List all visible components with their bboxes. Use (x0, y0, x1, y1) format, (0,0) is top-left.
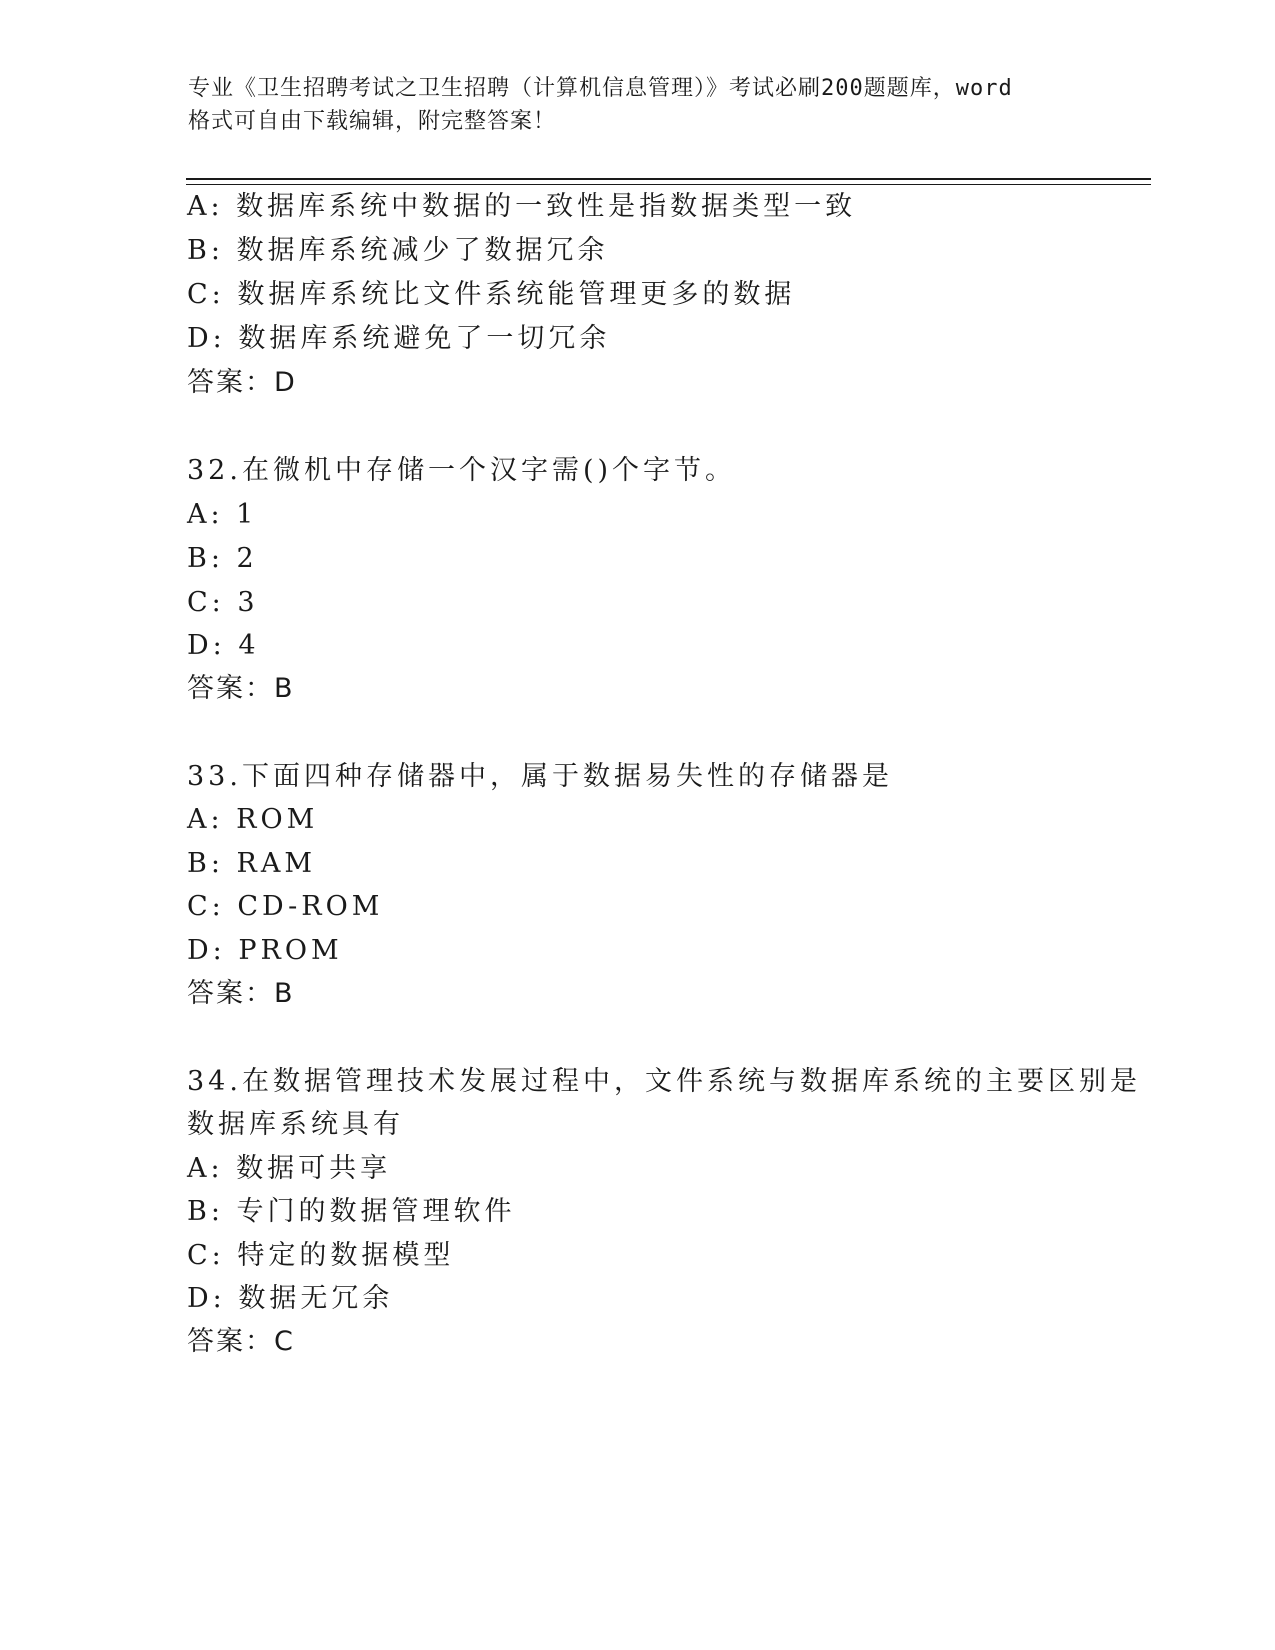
answer: 答案：D (187, 367, 297, 398)
answer: 答案：B (187, 978, 295, 1009)
question-stem-line-1: 34.在数据管理技术发展过程中，文件系统与数据库系统的主要区别是 (187, 1066, 1141, 1097)
answer: 答案：C (187, 1326, 295, 1357)
option-b: B: 2 (187, 543, 258, 574)
option-d: D: PROM (187, 935, 343, 966)
option-c: C: CD-ROM (187, 891, 384, 922)
option-a: A: 1 (187, 499, 258, 530)
option-c: C: 3 (187, 587, 259, 618)
answer: 答案：B (187, 673, 295, 704)
option-d: D: 数据无冗余 (187, 1283, 394, 1314)
option-b: B: 专门的数据管理软件 (187, 1196, 516, 1227)
header-title-line-2: 格式可自由下载编辑，附完整答案！ (188, 109, 557, 134)
header-title-line-1: 专业《卫生招聘考试之卫生招聘（计算机信息管理）》考试必刷200题题库，word (188, 76, 1013, 101)
option-a: A: 数据可共享 (187, 1153, 392, 1184)
option-a: A: 数据库系统中数据的一致性是指数据类型一致 (187, 191, 857, 222)
option-b: B: RAM (187, 848, 316, 879)
question-stem: 33.下面四种存储器中，属于数据易失性的存储器是 (187, 761, 893, 792)
option-d: D: 数据库系统避免了一切冗余 (187, 323, 611, 354)
option-a: A: ROM (187, 804, 319, 835)
header-divider (186, 178, 1151, 185)
option-d: D: 4 (187, 630, 260, 661)
document-header (188, 72, 1088, 138)
option-c: C: 数据库系统比文件系统能管理更多的数据 (187, 279, 796, 310)
option-b: B: 数据库系统减少了数据冗余 (187, 235, 609, 266)
question-stem: 32.在微机中存储一个汉字需()个字节。 (187, 455, 737, 486)
question-stem-line-2: 数据库系统具有 (187, 1109, 404, 1140)
option-c: C: 特定的数据模型 (187, 1240, 455, 1271)
